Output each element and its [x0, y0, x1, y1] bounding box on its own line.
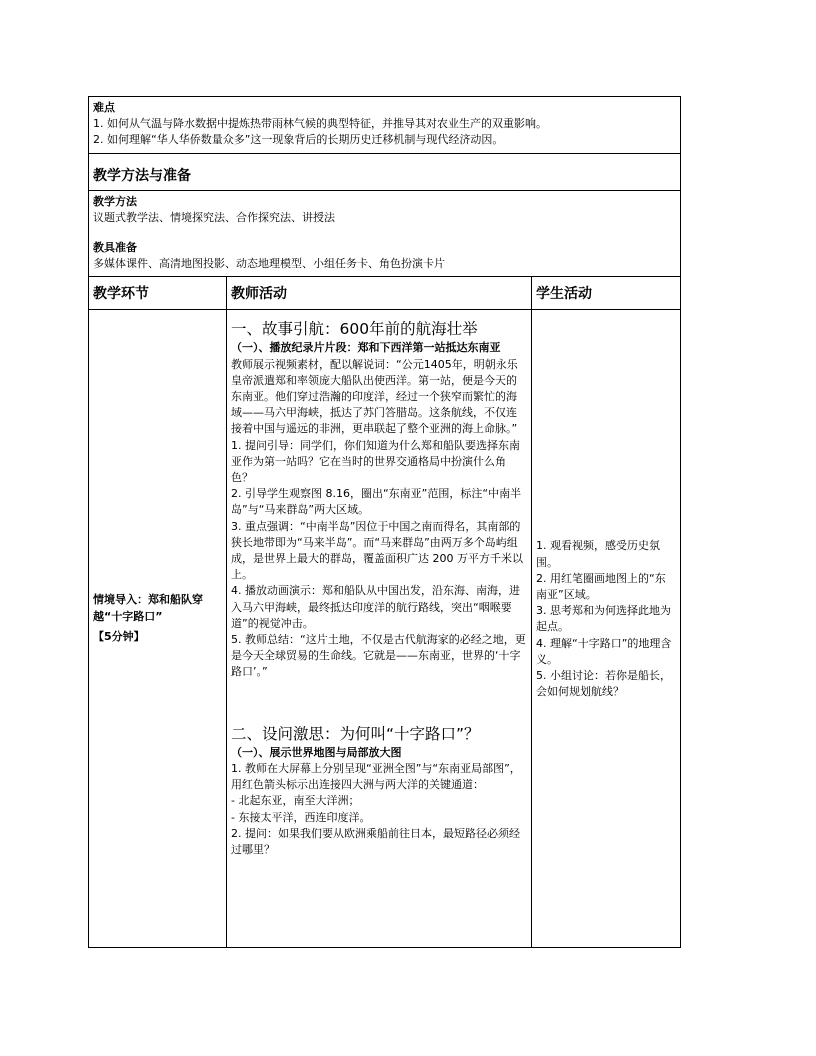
methods-title: 教学方法与准备 — [89, 153, 681, 190]
part2-line: 1. 教师在大屏幕上分别呈现“亚洲全图”与“东南亚局部图”，用红色箭头标示出连接四大洲与两大洋的关键通道： — [231, 761, 521, 792]
column-header-stage: 教学环节 — [89, 277, 227, 310]
difficulty-row — [89, 97, 681, 154]
methods-title-row — [89, 153, 681, 190]
student-item: 3. 思考郑和为何选择此地为起点。 — [536, 604, 671, 634]
part1-subtitle: （一）、播放纪录片片段：郑和下西洋第一站抵达东南亚 — [231, 341, 501, 355]
column-header-teacher: 教师活动 — [227, 277, 532, 310]
part1-step: 5. 教师总结：“这片土地，不仅是古代航海家的必经之地，更是今天全球贸易的生命线。它就是——东南亚，世界的‘十字路口’。” — [231, 633, 526, 679]
activity-row — [89, 310, 681, 948]
part1-paragraph: 教师展示视频素材，配以解说词：“公元1405年，明朝永乐皇帝派遣郑和率领庞大船队出使西洋。第一站，便是今天的东南亚。他们穿过浩瀚的印度洋，经过一个狭窄而繁忙的海域——马六甲海峡，抵达了苏门答腊岛。这条航线，不仅连接着中国与遥远的非洲，更串联起了整个亚洲的海上命脉。” — [231, 357, 518, 436]
column-header-student: 学生活动 — [532, 277, 681, 310]
stage-cell — [89, 310, 227, 948]
lesson-plan-page — [88, 96, 680, 948]
column-header-row — [89, 277, 681, 310]
part1-step: 4. 播放动画演示：郑和船队从中国出发，沿东海、南海，进入马六甲海峡，最终抵达印度洋的航行路线，突出“咽喉要道”的视觉冲击。 — [231, 584, 520, 630]
difficulty-heading: 难点 — [93, 101, 115, 114]
part2-subtitle: （一）、展示世界地图与局部放大图 — [231, 745, 402, 759]
stage-label: 情境导入：郑和船队穿越“十字路口” — [93, 593, 203, 623]
part2-line: - 东接太平洋，西连印度洋。 — [231, 810, 371, 824]
method-heading: 教学方法 — [93, 194, 137, 208]
methods-row — [89, 190, 681, 277]
student-cell — [532, 310, 681, 948]
tools-text: 多媒体课件、高清地图投影、动态地理模型、小组任务卡、角色扮演卡片 — [93, 257, 445, 271]
difficulty-cell — [89, 97, 681, 154]
part2-title: 二、设问激思：为何叫“十字路口”？ — [231, 724, 480, 743]
methods-cell — [89, 190, 681, 277]
teacher-cell — [227, 310, 532, 948]
difficulty-item: 1. 如何从气温与降水数据中提炼热带雨林气候的典型特征，并推导其对农业生产的双重影响。 — [93, 117, 547, 131]
part2-line: 2. 提问：如果我们要从欧洲乘船前往日本，最短路径必须经过哪里？ — [231, 826, 520, 856]
lesson-plan-table — [88, 96, 681, 948]
part1-step: 2. 引导学生观察图 8.16，圈出“东南亚”范围，标注“中南半岛”与“马来群岛”两大区域。 — [231, 487, 522, 517]
part1-step: 1. 提问引导：同学们，你们知道为什么郑和船队要选择东南亚作为第一站吗？它在当时的世界交通格局中扮演什么角色？ — [231, 438, 520, 485]
tools-heading: 教具准备 — [93, 241, 137, 255]
student-item: 5. 小组讨论：若你是船长，会如何规划航线？ — [536, 669, 671, 699]
part1-step: 3. 重点强调：“中南半岛”因位于中国之南而得名，其南部的狭长地带即为“马来半岛”。而“马来群岛”由两万多个岛屿组成，是世界上最大的群岛，覆盖面积广达 200 万平方千米以上。 — [231, 519, 523, 582]
student-item: 1. 观看视频，感受历史氛围。 — [536, 539, 660, 569]
method-text: 议题式教学法、情境探究法、合作探究法、讲授法 — [93, 210, 335, 224]
student-item: 4. 理解“十字路口”的地理含义。 — [536, 636, 672, 666]
stage-time: 【5分钟】 — [93, 629, 145, 643]
difficulty-item: 2. 如何理解“华人华侨数量众多”这一现象背后的长期历史迁移机制与现代经济动因。 — [93, 133, 504, 147]
part1-title: 一、故事引航：600年前的航海壮举 — [231, 320, 478, 339]
student-item: 2. 用红笔圈画地图上的“东南亚”区域。 — [536, 571, 666, 602]
part2-line: - 北起东亚，南至大洋洲； — [231, 794, 360, 808]
